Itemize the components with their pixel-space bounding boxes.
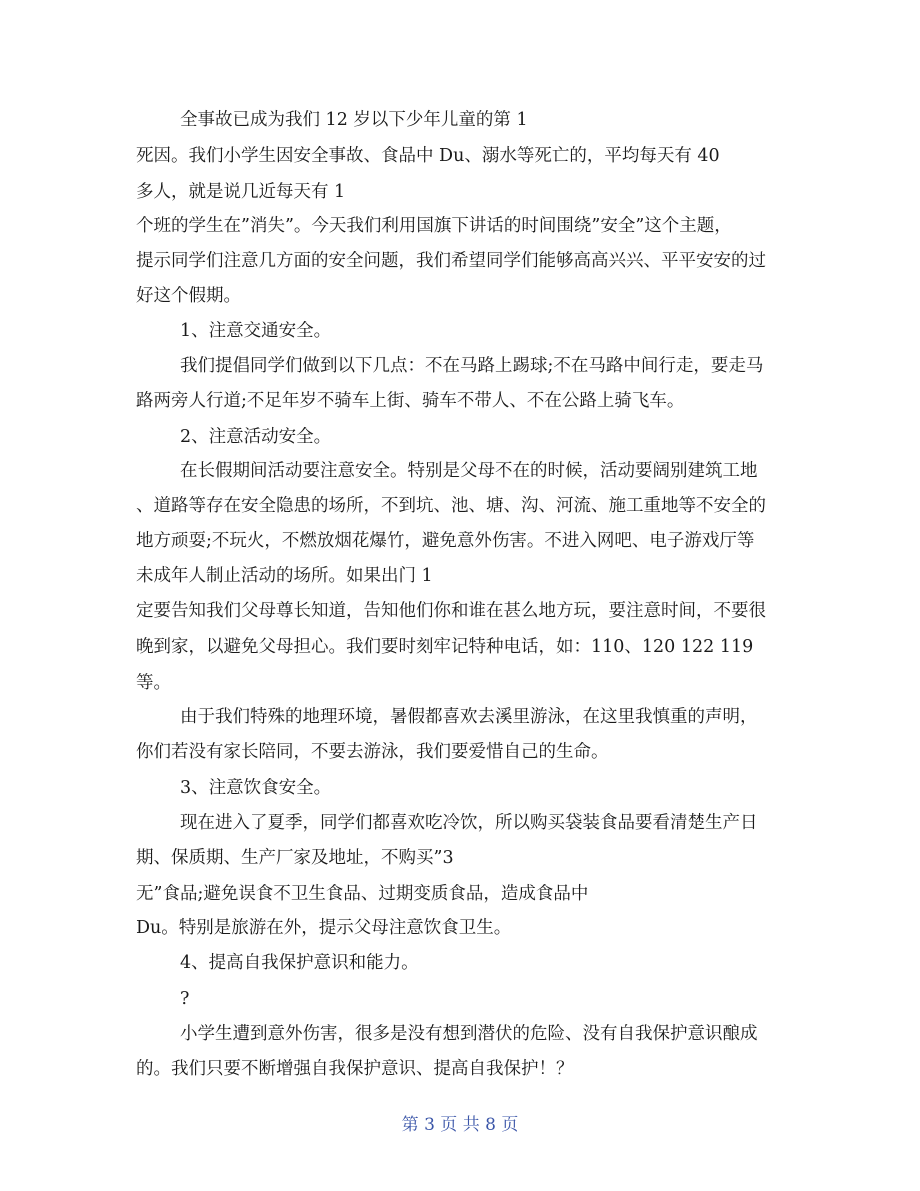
text-line: 路两旁人行道;不足年岁不骑车上街、骑车不带人、不在公路上骑飞车。 [136, 391, 685, 411]
text-line: 、道路等存在安全隐患的场所，不到坑、池、塘、沟、河流、施工重地等不安全的 [136, 496, 766, 516]
text-line: 现在进入了夏季，同学们都喜欢吃冷饮，所以购买袋装食品要看清楚生产日 [180, 813, 758, 833]
text-line: Du。特别是旅游在外，提示父母注意饮食卫生。 [136, 918, 512, 938]
text-line: 小学生遭到意外伤害，很多是没有想到潜伏的危险、没有自我保护意识酿成 [180, 1024, 758, 1044]
text-line: 个班的学生在”消失”。今天我们利用国旗下讲话的时间围绕”安全”这个主题， [136, 216, 732, 236]
page-number-footer: 第 3 页 共 8 页 [401, 1115, 519, 1135]
text-line: 地方顽耍;不玩火，不燃放烟花爆竹，避免意外伤害。不进入网吧、电子游戏厅等 [136, 531, 755, 551]
text-line: 多人，就是说几近每天有 1 [136, 182, 346, 202]
text-line: 在长假期间活动要注意安全。特别是父母不在的时候，活动要阔别建筑工地 [180, 461, 758, 481]
text-line: 期、保质期、生产厂家及地址，不购买”3 [136, 848, 454, 868]
text-line: 由于我们特殊的地理环境，暑假都喜欢去溪里游泳，在这里我慎重的声明， [180, 707, 758, 727]
text-line: 定要告知我们父母尊长知道，告知他们你和谁在甚么地方玩，要注意时间，不要很 [136, 601, 766, 621]
text-line: 等。 [136, 673, 171, 693]
text-line: 我们提倡同学们做到以下几点：不在马路上踢球;不在马路中间行走，要走马 [180, 356, 764, 376]
text-line: 全事故已成为我们 12 岁以下少年儿童的第 1 [180, 110, 528, 130]
text-line: ? [180, 989, 190, 1009]
text-line: 死因。我们小学生因安全事故、食品中 Du、溺水等死亡的，平均每天有 40 [136, 146, 720, 166]
text-line: 你们若没有家长陪同，不要去游泳，我们要爱惜自己的生命。 [136, 742, 609, 762]
text-line: 好这个假期。 [136, 286, 241, 306]
text-line: 无”食品;避免误食不卫生食品、过期变质食品，造成食品中 [136, 884, 589, 904]
text-line: 未成年人制止活动的场所。如果出门 1 [136, 566, 433, 586]
section-heading: 4、提高自我保护意识和能力。 [180, 953, 419, 973]
text-line: 晚到家，以避免父母担心。我们要时刻牢记特种电话，如：110、120 122 119 [136, 637, 754, 657]
text-line: 的。我们只要不断增强自我保护意识、提高自我保护！？ [136, 1059, 574, 1079]
text-line: 提示同学们注意几方面的安全问题，我们希望同学们能够高高兴兴、平平安安的过 [136, 251, 766, 271]
section-heading: 2、注意活动安全。 [180, 427, 332, 447]
section-heading: 1、注意交通安全。 [180, 321, 332, 341]
section-heading: 3、注意饮食安全。 [180, 778, 332, 798]
